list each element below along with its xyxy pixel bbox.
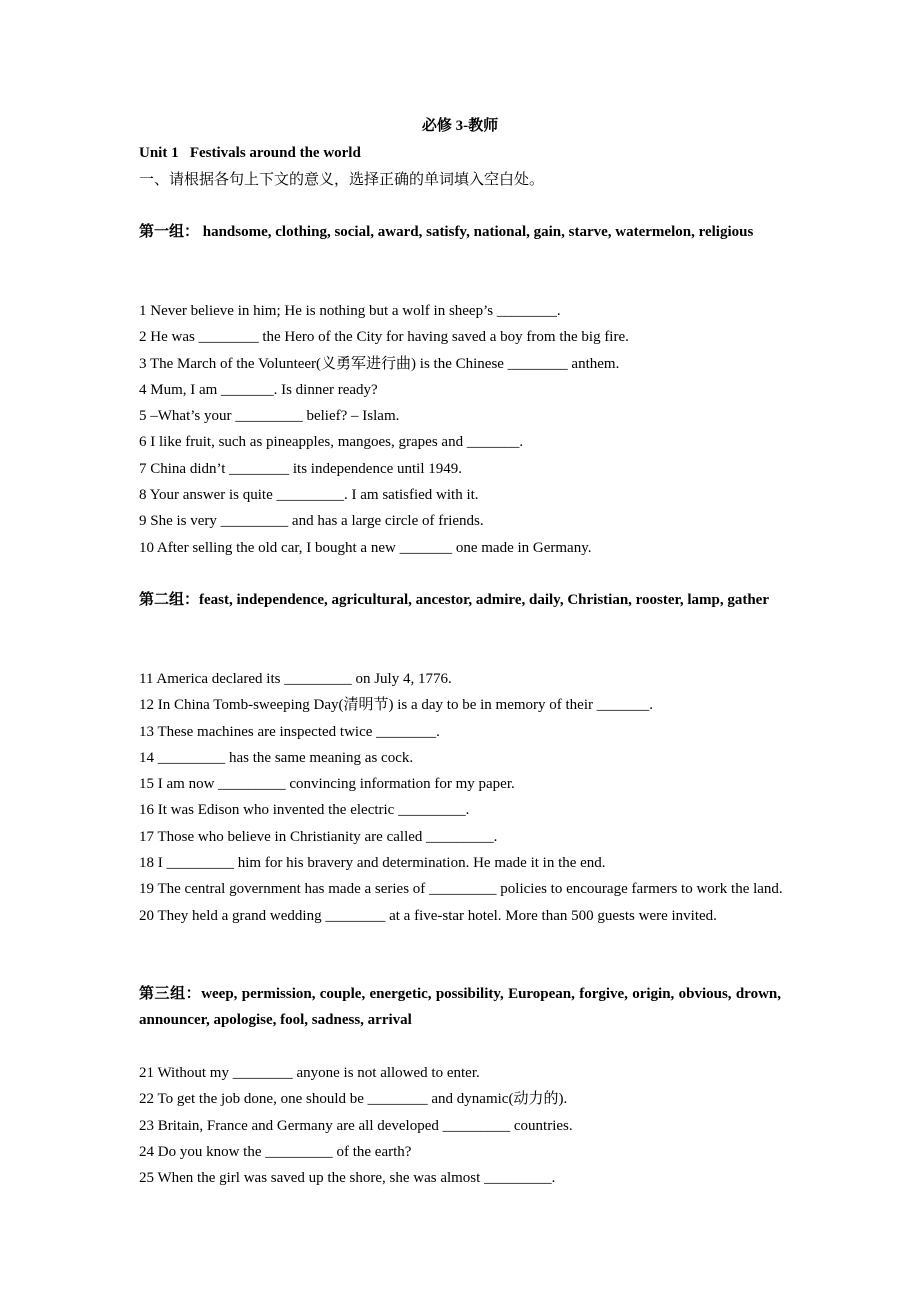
question-item: 25 When the girl was saved up the shore, she was almost _________. xyxy=(139,1170,556,1187)
question-item: 18 I _________ him for his bravery and determination. He made it in the end. xyxy=(139,855,606,872)
group-1-word-bank: 第一组： handsome, clothing, social, award, satisfy, national, gain, starve, watermelon, religious xyxy=(139,224,754,240)
question-item: 12 In China Tomb-sweeping Day(清明节) is a day to be in memory of their _______. xyxy=(139,697,653,714)
document-title: 必修 3-教师 xyxy=(421,118,499,134)
question-item: 21 Without my ________ anyone is not allowed to enter. xyxy=(139,1065,480,1081)
question-item: 15 I am now _________ convincing information for my paper. xyxy=(139,776,515,793)
group-2-questions xyxy=(139,666,784,929)
question-item: 19 The central government has made a series of _________ policies to encourage farmers to work the land. xyxy=(139,881,783,898)
question-item: 8 Your answer is quite _________. I am satisfied with it. xyxy=(139,487,479,504)
group-2-word-bank: 第二组：feast, independence, agricultural, ancestor, admire, daily, Christian, rooster, lamp, gather xyxy=(139,592,769,608)
question-item: 10 After selling the old car, I bought a new _______ one made in Germany. xyxy=(139,539,592,556)
question-item: 17 Those who believe in Christianity are called _________. xyxy=(139,828,498,845)
question-item: 9 She is very _________ and has a large circle of friends. xyxy=(139,513,484,530)
question-item: 4 Mum, I am _______. Is dinner ready? xyxy=(139,381,378,398)
question-item: 24 Do you know the _________ of the earth? xyxy=(139,1143,412,1160)
question-item: 5 –What’s your _________ belief? – Islam. xyxy=(139,408,400,425)
unit-title: Unit 1 Festivals around the world xyxy=(139,145,361,161)
question-item: 6 I like fruit, such as pineapples, mangoes, grapes and _______. xyxy=(139,434,524,451)
question-item: 13 These machines are inspected twice ________. xyxy=(139,723,440,740)
question-item: 1 Never believe in him; He is nothing but a wolf in sheep’s ________. xyxy=(139,303,561,319)
question-item: 23 Britain, France and Germany are all developed _________ countries. xyxy=(139,1117,573,1134)
question-item: 16 It was Edison who invented the electric _________. xyxy=(139,802,470,819)
group-3-questions xyxy=(139,1060,784,1191)
question-item: 2 He was ________ the Hero of the City for having saved a boy from the big fire. xyxy=(139,329,629,346)
question-item: 3 The March of the Volunteer(义勇军进行曲) is the Chinese ________ anthem. xyxy=(139,355,620,372)
question-item: 11 America declared its _________ on July 4, 1776. xyxy=(139,671,452,687)
question-item: 22 To get the job done, one should be ________ and dynamic(动力的). xyxy=(139,1091,568,1108)
question-item: 7 China didn’t ________ its independence until 1949. xyxy=(139,460,463,477)
group-1-questions xyxy=(139,298,784,561)
exercise-instruction: 一、请根据各句上下文的意义，选择正确的单词填入空白处。 xyxy=(139,172,545,188)
group-3-word-bank: 第三组：weep, permission, couple, energetic, possibility, European, forgive, origin, obvious, drown, announcer, apologise, fool, sadness, arrival xyxy=(139,986,781,1028)
question-item: 14 _________ has the same meaning as cock. xyxy=(139,749,414,766)
question-item: 20 They held a grand wedding ________ at a five-star hotel. More than 500 guests were invited. xyxy=(139,907,717,924)
